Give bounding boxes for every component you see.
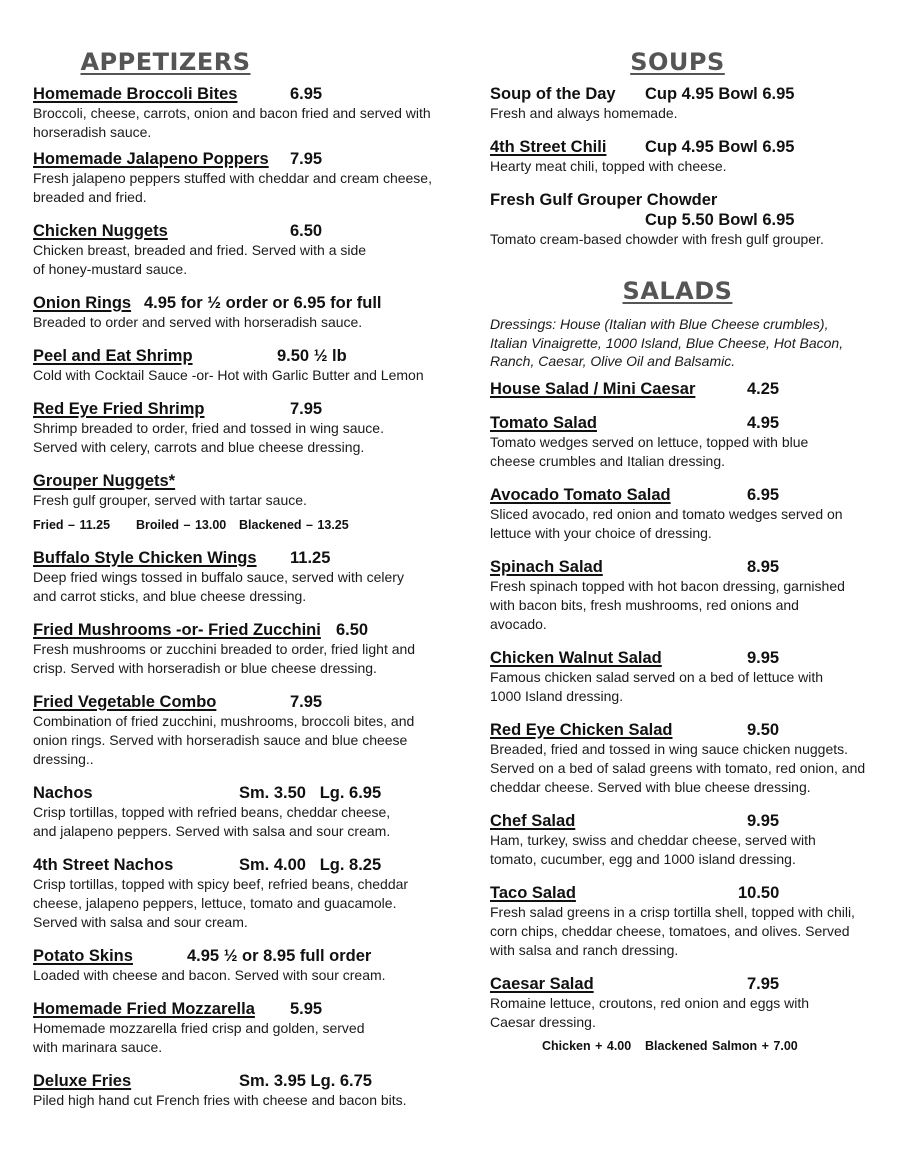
item-description: Fresh jalapeno peppers stuffed with cheddar and cream cheese, breaded and fried. <box>33 170 432 205</box>
item-description: Shrimp breaded to order, fried and tossed in wing sauce. Served with celery, carrots and blue cheese dressing. <box>33 420 384 455</box>
item-name: Caesar Salad <box>490 974 594 993</box>
item-name: Buffalo Style Chicken Wings <box>33 549 257 567</box>
menu-item <box>33 548 433 606</box>
item-description: Romaine lettuce, croutons, red onion and eggs with Caesar dressing. <box>490 994 810 1030</box>
menu-item <box>490 413 875 471</box>
item-name: Soup of the Day <box>490 85 616 103</box>
item-name: Homemade Jalapeno Poppers <box>33 150 269 168</box>
item-price: 11.25 <box>290 549 331 567</box>
item-description: Sliced avocado, red onion and tomato wedges served on lettuce with your choice of dressing. <box>490 505 843 541</box>
salad-addons <box>490 1037 875 1055</box>
item-description: Tomato cream-based chowder with fresh gulf grouper. <box>490 231 824 247</box>
option-blackened: Blackened – 13.25 <box>239 518 349 532</box>
item-price: 9.50 <box>747 720 780 739</box>
menu-item <box>33 692 433 769</box>
item-price: 4.95 for ½ order or 6.95 for full <box>144 294 382 312</box>
appetizers-column <box>33 46 433 1110</box>
menu-item <box>33 620 433 678</box>
item-price: 7.95 <box>290 150 323 168</box>
item-name: Red Eye Chicken Salad <box>490 720 673 739</box>
item-description: Loaded with cheese and bacon. Served with sour cream. <box>33 967 386 983</box>
item-name: Fried Vegetable Combo <box>33 693 217 711</box>
item-price: 4.95 <box>747 413 780 432</box>
item-name: Fried Mushrooms -or- Fried Zucchini <box>33 621 321 639</box>
item-name: Grouper Nuggets* <box>33 472 176 490</box>
item-name: Deluxe Fries <box>33 1072 132 1090</box>
item-price: 8.95 <box>747 557 780 576</box>
item-price: Sm. 3.95 Lg. 6.75 <box>239 1072 372 1090</box>
item-name: House Salad / Mini Caesar <box>490 379 696 398</box>
menu-item <box>33 855 433 932</box>
item-name: Red Eye Fried Shrimp <box>33 400 205 418</box>
item-price: Sm. 3.50 Lg. 6.95 <box>239 784 382 802</box>
item-name: 4th Street Nachos <box>33 856 174 874</box>
menu-item <box>33 999 433 1057</box>
item-price: 6.95 <box>747 485 780 504</box>
soups-title: SOUPS <box>630 48 725 76</box>
item-price: 9.50 ½ lb <box>277 347 347 365</box>
appetizers-title: APPETIZERS <box>80 48 251 76</box>
item-price: Cup 5.50 Bowl 6.95 <box>645 211 795 229</box>
preparation-options <box>33 516 433 534</box>
item-name: Avocado Tomato Salad <box>490 485 671 504</box>
menu-item <box>33 346 433 385</box>
item-name: Tomato Salad <box>490 413 597 432</box>
item-price: 6.50 <box>336 621 369 639</box>
salads-title: SALADS <box>622 277 733 305</box>
item-price: Sm. 4.00 Lg. 8.25 <box>239 856 382 874</box>
menu-item <box>490 190 875 249</box>
item-price: 6.50 <box>290 222 323 240</box>
menu-item <box>490 974 875 1055</box>
item-description: Famous chicken salad served on a bed of lettuce with 1000 Island dressing. <box>490 668 824 704</box>
item-name: Homemade Fried Mozzarella <box>33 1000 255 1018</box>
addon-chicken: Chicken + 4.00 <box>542 1038 632 1053</box>
menu-item <box>490 720 875 797</box>
menu-item <box>490 485 875 543</box>
menu-item <box>33 149 433 207</box>
menu-item <box>490 557 875 634</box>
item-price: 9.95 <box>747 648 780 667</box>
item-name: Homemade Broccoli Bites <box>33 85 238 103</box>
item-name: Potato Skins <box>33 947 133 965</box>
item-name: Fresh Gulf Grouper Chowder <box>490 191 718 209</box>
item-description: Deep fried wings tossed in buffalo sauce, served with celery and carrot sticks, and blue cheese dressing. <box>33 569 404 604</box>
item-description: Breaded to order and served with horseradish sauce. <box>33 314 363 330</box>
menu-item <box>33 783 433 841</box>
item-price: 7.95 <box>747 974 780 993</box>
addon-blackened-salmon: Blackened Salmon + 7.00 <box>645 1038 798 1053</box>
item-description: Fresh salad greens in a crisp tortilla shell, topped with chili, corn chips, cheddar cheese, tomatoes, and olives. Served with salsa and ranch dressing. <box>490 903 855 958</box>
menu-item <box>33 946 433 985</box>
item-price: 6.95 <box>290 85 323 103</box>
item-price: 7.95 <box>290 693 323 711</box>
menu-item <box>490 811 875 869</box>
item-description: Piled high hand cut French fries with cheese and bacon bits. <box>33 1092 407 1108</box>
item-description: Crisp tortillas, topped with spicy beef, refried beans, cheddar cheese, jalapeno peppers, lettuce, tomato and guacamole. Served with salsa and sour cream. <box>33 876 409 930</box>
item-description: Crisp tortillas, topped with refried beans, cheddar cheese, and jalapeno peppers. Served with salsa and sour cream. <box>33 804 391 839</box>
item-price: 9.95 <box>747 811 780 830</box>
soups-salads-column <box>490 46 875 1055</box>
item-description: Tomato wedges served on lettuce, topped with blue cheese crumbles and Italian dressing. <box>490 433 809 469</box>
menu-item <box>33 471 433 534</box>
item-name: Chef Salad <box>490 811 576 830</box>
option-broiled: Broiled – 13.00 <box>136 518 227 532</box>
menu-item <box>33 399 433 457</box>
item-description: Chicken breast, breaded and fried. Served with a side of honey-mustard sauce. <box>33 242 367 277</box>
item-price: Cup 4.95 Bowl 6.95 <box>645 85 795 103</box>
item-description: Cold with Cocktail Sauce -or- Hot with Garlic Butter and Lemon <box>33 367 424 383</box>
item-name: Onion Rings <box>33 294 132 312</box>
menu-item <box>33 293 433 332</box>
item-price: 7.95 <box>290 400 323 418</box>
menu-item <box>490 84 875 123</box>
item-price: 4.25 <box>747 379 780 398</box>
item-description: Fresh mushrooms or zucchini breaded to order, fried light and crisp. Served with horseradish or blue cheese dressing. <box>33 641 416 676</box>
menu-item <box>33 84 433 140</box>
menu-item <box>33 221 433 279</box>
item-name: 4th Street Chili <box>490 138 607 156</box>
item-price: 5.95 <box>290 1000 323 1018</box>
menu-item <box>33 1071 433 1110</box>
item-name: Chicken Walnut Salad <box>490 648 662 667</box>
menu-item <box>490 379 875 399</box>
item-description: Fresh spinach topped with hot bacon dressing, garnished with bacon bits, fresh mushrooms, red onions and avocado. <box>490 577 845 632</box>
item-description: Homemade mozzarella fried crisp and golden, served with marinara sauce. <box>33 1020 365 1055</box>
item-description: Broccoli, cheese, carrots, onion and bacon fried and served with horseradish sauce. <box>33 105 431 140</box>
item-name: Taco Salad <box>490 883 576 902</box>
dressings-note: Dressings: House (Italian with Blue Cheese crumbles), Italian Vinaigrette, 1000 Island, Blue Cheese, Hot Bacon, Ranch, Caesar, Olive Oil and Balsamic. <box>490 316 844 369</box>
item-description: Hearty meat chili, topped with cheese. <box>490 158 727 174</box>
menu-item <box>490 883 875 960</box>
menu-item <box>490 648 875 706</box>
item-price: Cup 4.95 Bowl 6.95 <box>645 138 795 156</box>
item-name: Nachos <box>33 784 93 802</box>
item-description: Ham, turkey, swiss and cheddar cheese, served with tomato, cucumber, egg and 1000 island dressing. <box>490 831 816 867</box>
item-description: Combination of fried zucchini, mushrooms, broccoli bites, and onion rings. Served with horseradish sauce and blue cheese dressing.. <box>33 713 415 767</box>
item-price: 10.50 <box>738 883 780 902</box>
item-price: 4.95 ½ or 8.95 full order <box>187 947 372 965</box>
item-description: Fresh gulf grouper, served with tartar sauce. <box>33 492 307 508</box>
option-fried: Fried – 11.25 <box>33 518 111 532</box>
item-name: Spinach Salad <box>490 557 603 576</box>
menu-item <box>490 137 875 176</box>
item-name: Peel and Eat Shrimp <box>33 347 193 365</box>
item-name: Chicken Nuggets <box>33 222 168 240</box>
item-description: Breaded, fried and tossed in wing sauce chicken nuggets. Served on a bed of salad greens with tomato, red onion, and cheddar cheese. Served with blue cheese dressing. <box>490 740 866 795</box>
item-description: Fresh and always homemade. <box>490 105 678 121</box>
